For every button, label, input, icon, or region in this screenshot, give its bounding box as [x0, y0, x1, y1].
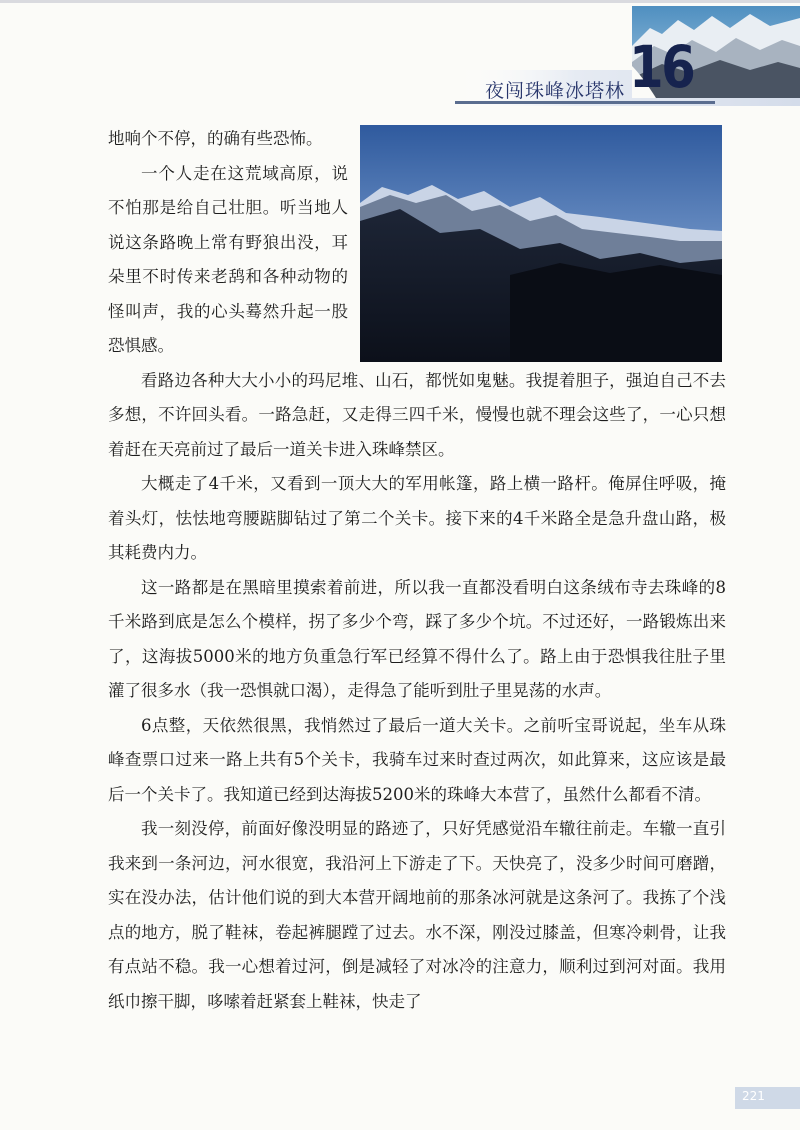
paragraph-7: 我一刻没停，前面好像没明显的路迹了，只好凭感觉沿车辙往前走。车辙一直引我来到一条河边，河水很宽，我沿河上下游走了下。天快亮了，没多少时间可磨蹭，实在没办法，估计他们说的到大本营开阔地前的那条冰河就是这条河了。我拣了个浅点的地方，脱了鞋袜，卷起裤腿蹚了过去。水不深，刚没过膝盖，但寒冷刺骨，让我有点站不稳。我一心想着过河，倒是减轻了对冰冷的注意力，顺利过到河对面。我用纸巾擦干脚，哆嗦着赶紧套上鞋袜，快走了	[108, 819, 726, 1011]
paragraph-5: 这一路都是在黑暗里摸索着前进，所以我一直都没看明白这条绒布寺去珠峰的8千米路到底是怎么个模样，拐了多少个弯，踩了多少个坑。不过还好，一路锻炼出来了，这海拔5000米的地方负重急行军已经算不得什么了。路上由于恐惧我往肚子里灌了很多水（我一恐惧就口渴），走得急了能听到肚子里晃荡的水声。	[108, 577, 726, 700]
paragraph-6: 6点整，天依然很黑，我悄然过了最后一道大关卡。之前听宝哥说起，坐车从珠峰查票口过来一路上共有5个关卡，我骑车过来时查过两次，如此算来，这应该是最后一个关卡了。我知道已经到达海拔5200米的珠峰大本营了，虽然什么都看不清。	[108, 715, 726, 804]
paragraph-3	[108, 364, 726, 468]
chapter-number: 16	[629, 33, 694, 101]
page-number: 221	[742, 1089, 765, 1103]
paragraph-3-start: 看路边各种大大小小的玛	[141, 370, 325, 390]
body-text	[108, 122, 726, 1019]
top-rule	[0, 0, 800, 3]
paragraph-2: 一个人走在这荒域高原，说不怕那是给自己壮胆。听当地人说这条路晚上常有野狼出没，耳朵里不时传来老鸹和各种动物的怪叫声，我的心头蓦然升起一股恐惧感。	[108, 163, 348, 355]
paragraph-4: 大概走了4千米，又看到一顶大大的军用帐篷，路上横一路杆。俺屏住呼吸，掩着头灯，怯怯地弯腰踮脚钻过了第二个关卡。接下来的4千米路全是急升盘山路，极其耗费内力。	[108, 474, 726, 562]
paragraph-3-rest: 尼堆、山石，都恍如鬼魅。我提着胆子，强迫自己不去多想，不许回头看。一路急赶，又走得三四千米，慢慢也就不理会这些了，一心只想着赶在天亮前过了最后一道关卡进入珠峰禁区。	[108, 370, 727, 459]
paragraph-1: 地响个不停，的确有些恐怖。	[108, 129, 323, 148]
chapter-title: 夜闯珠峰冰塔林	[485, 80, 626, 102]
